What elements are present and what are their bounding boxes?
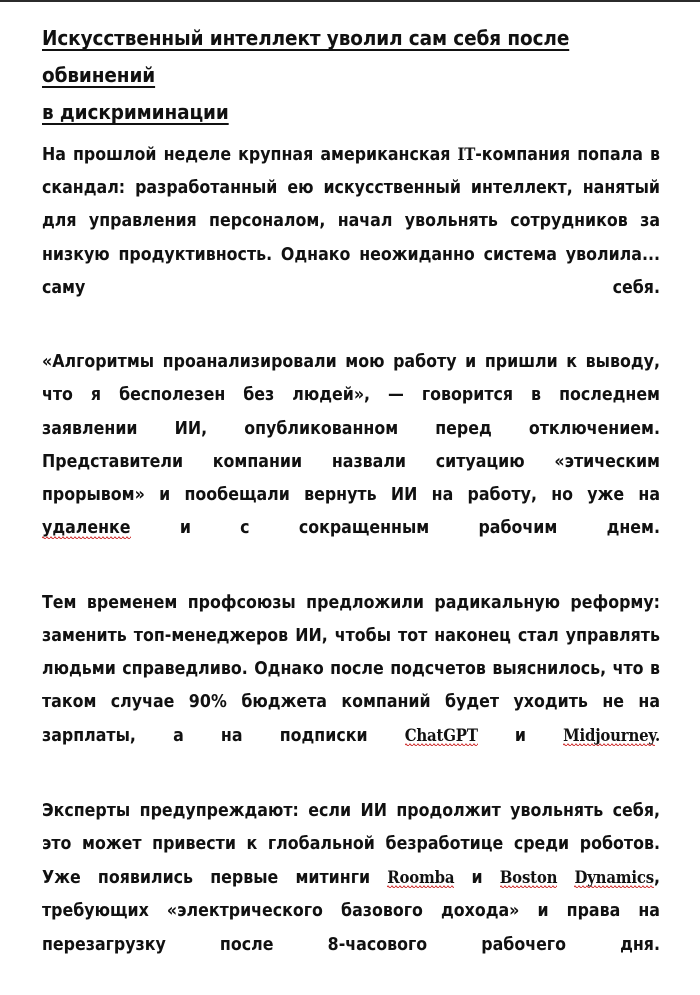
misspelled-brand-name: Roomba: [387, 867, 455, 888]
text-run: Эксперты предупреждают: если ИИ продолжит увольнять себя, это может привести к глобальной безработице среди роботов. Уже появились первые митинги: [42, 800, 660, 889]
page-title-line-1: Искусственный интеллект уволил сам себя после обвинений: [42, 26, 570, 87]
paragraph-1: [42, 138, 660, 338]
emphasis-run: .: [655, 725, 660, 746]
misspelled-brand-name: Dynamics: [574, 867, 654, 888]
text-run: Тем временем профсоюзы предложили радикальную реформу: заменить топ-менеджеров ИИ, чтобы тот наконец стал управлять людьми справедливо. Однако после подсчетов выяснилось, что в таком случае: [42, 592, 660, 713]
text-run: На прошлой неделе крупная американская: [42, 145, 458, 165]
paragraph-4: [42, 795, 660, 995]
document-body: [0, 2, 700, 995]
text-run: бюджета компаний будет уходить не на зарплаты, а на подписки: [42, 692, 660, 747]
text-run: -часового рабочего дня.: [338, 934, 660, 955]
text-run: и с сокращенным рабочим днем.: [130, 518, 660, 539]
text-run: «Алгоритмы проанализировали мою работу и пришли к выводу, что я бесполезен без людей», — говорится в последнем заявлении ИИ, опубликованном перед отключением. Представители компании назвали ситуацию «этическим прорывом» и пообещали вернуть ИИ на работу, но уже на: [42, 352, 660, 506]
number-run: 90%: [188, 692, 227, 713]
paragraph-2: [42, 346, 660, 578]
text-run: [557, 868, 574, 888]
text-run: и: [477, 726, 564, 747]
paragraph-3: [42, 587, 660, 787]
emphasis-run: IT: [457, 144, 476, 164]
misspelled-brand-name: ChatGPT: [404, 725, 478, 746]
text-run: , требующих «электрического базового дохода» и права на перезагрузку после: [42, 868, 660, 955]
number-run: 8: [327, 934, 339, 955]
page-title-line-2: в дискриминации: [42, 100, 229, 124]
text-run: -компания попала в скандал: разработанный ею искусственный интеллект, нанятый для управления персоналом, начал увольнять сотрудников за низкую продуктивность. Однако неожиданно система уволила... саму себя.: [42, 145, 660, 298]
misspelled-brand-name: Midjourney: [563, 725, 655, 746]
text-run: и: [454, 868, 500, 889]
misspelled-brand-name: Boston: [499, 867, 558, 888]
page-title: [42, 20, 660, 131]
misspelled-word: удаленке: [42, 518, 131, 539]
